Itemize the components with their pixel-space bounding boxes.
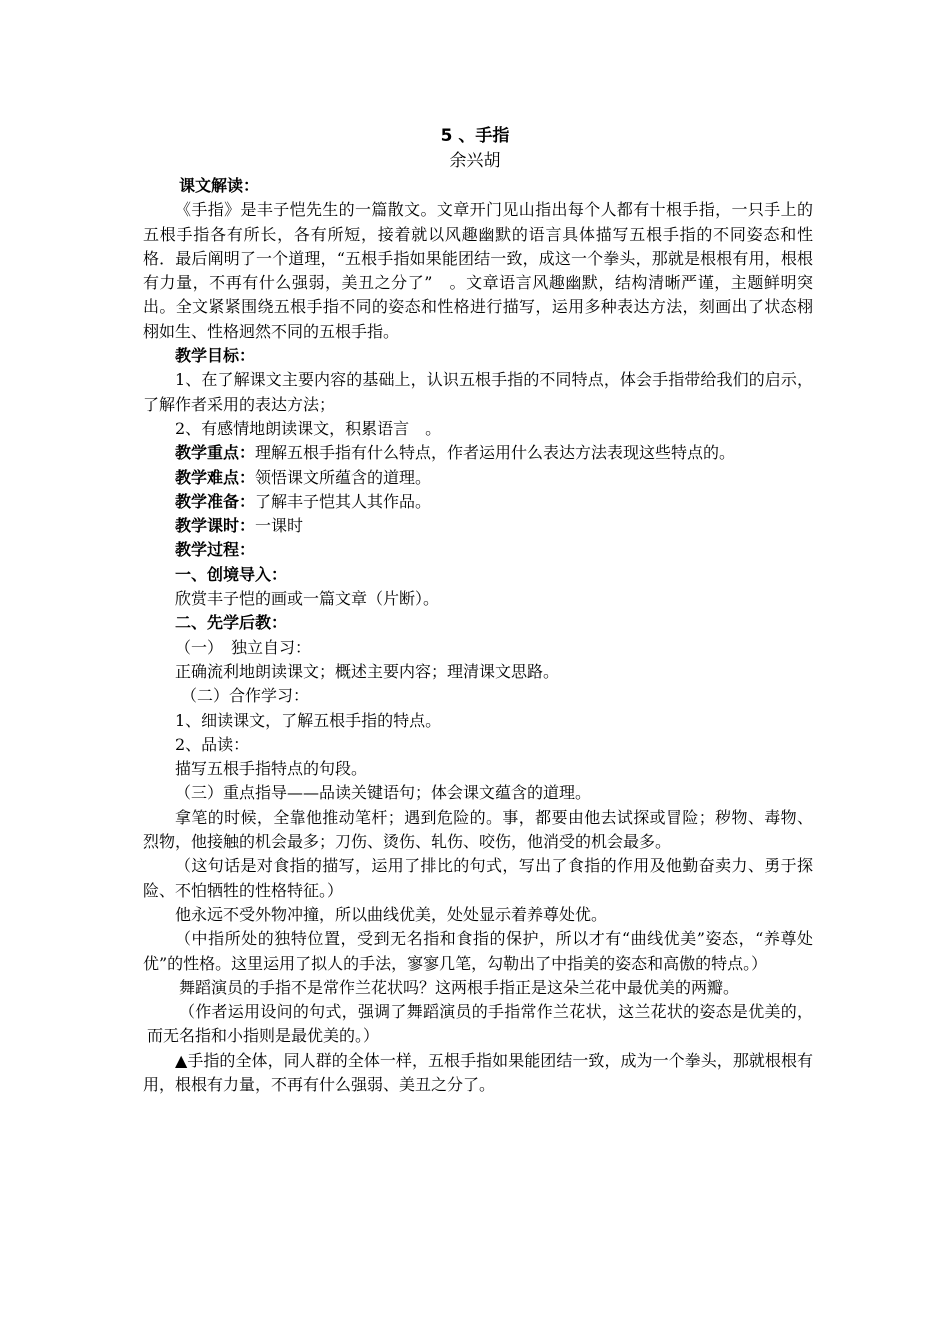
- document-body: [143, 174, 813, 1097]
- section-heading-mubiao: 教学目标：: [175, 346, 256, 366]
- difficulty-label: 教学难点：: [175, 467, 256, 487]
- quote-3: 舞蹈演员的手指不是常作兰花状吗？这两根手指正是这朵兰花中最优美的两瓣。: [179, 977, 740, 997]
- key-point: [143, 441, 813, 465]
- quote-4: ▲手指的全体，同人群的全体一样，五根手指如果能团结一致，成为一个拳头，那就根根有用，根根有力量，不再有什么强弱、美丑之分了。: [143, 1050, 813, 1094]
- step-2-heading: 二、先学后教：: [175, 613, 288, 633]
- substep-1-heading: （一） 独立自习：: [175, 637, 312, 657]
- substep-2-item-2: 2、品读：: [175, 734, 250, 754]
- section-heading-jiedu: 课文解读：: [179, 176, 260, 195]
- difficulty-text: 领悟课文所蕴含的道理。: [255, 467, 432, 487]
- preparation: [143, 490, 813, 514]
- key-point-text: 理解五根手指有什么特点，作者运用什么表达方法表现这些特点的。: [255, 443, 736, 463]
- preparation-label: 教学准备：: [175, 491, 256, 511]
- goal-item-2: 2、有感情地朗读课文，积累语言 。: [175, 418, 442, 438]
- quote-1: 拿笔的时候，全靠他推动笔杆；遇到危险的。事，都要由他去试探或冒险；秽物、毒物、烈物，他接触的机会最多；刀伤、烫伤、轧伤、咬伤，他消受的机会最多。: [143, 807, 813, 852]
- paragraph-jiedu: 《手指》是丰子恺先生的一篇散文。文章开门见山指出每个人都有十根手指，一只手上的五根手指各有所长，各有所短，接着就以风趣幽默的语言具体描写五根手指的不同姿态和性格．最后阐明了一个道理，“五根手指如果能团结一致，成这一个拳头，那就是根根有用，根根有力量，不再有什么强弱，美丑之分了” 。文章语言风趣幽默，结构清晰严谨，主题鲜明突出。全文紧紧围绕五根手指不同的姿态和性格进行描写，运用多种表达方法，刻画出了状态栩栩如生、性格迥然不同的五根手指。: [143, 200, 813, 341]
- difficulty: [143, 466, 813, 490]
- substep-2-heading: （二）合作学习：: [181, 686, 310, 706]
- step-1-heading: 一、创境导入：: [175, 564, 288, 584]
- section-heading-process: 教学过程：: [175, 540, 256, 560]
- substep-2-item-1: 1、细读课文，了解五根手指的特点。: [175, 710, 442, 730]
- analysis-1: （这句话是对食指的描写，运用了排比的句式，写出了食指的作用及他勤奋卖力、勇于探险、不怕牺牲的性格特征。）: [143, 856, 813, 900]
- step-1-text: 欣赏丰子恺的画或一篇文章（片断）。: [175, 589, 440, 609]
- quote-2: 他永远不受外物冲撞，所以曲线优美，处处显示着养尊处优。: [175, 904, 608, 924]
- analysis-3: （作者运用设问的句式，强调了舞蹈演员的手指常作兰花状，这兰花状的姿态是优美的，而无名指和小指则是最优美的。）: [147, 1002, 813, 1046]
- preparation-text: 了解丰子恺其人其作品。: [255, 491, 432, 511]
- key-point-label: 教学重点：: [175, 443, 256, 463]
- substep-1-text: 正确流利地朗读课文；概述主要内容；理清课文思路。: [175, 661, 560, 681]
- class-hours: [143, 514, 813, 538]
- class-hours-label: 教学课时：: [175, 516, 256, 536]
- class-hours-text: 一课时: [255, 516, 304, 536]
- goal-item-1: 1、在了解课文主要内容的基础上，认识五根手指的不同特点，体会手指带给我们的启示，了解作者采用的表达方法；: [143, 370, 813, 414]
- author-name: 余兴胡: [449, 151, 501, 171]
- substep-3-heading: （三）重点指导——品读关键语句；体会课文蕴含的道理。: [175, 783, 592, 803]
- lesson-title: 5 、手指: [440, 126, 510, 146]
- analysis-2: （中指所处的独特位置，受到无名指和食指的保护，所以才有“曲线优美”姿态，“养尊处优”的性格。这里运用了拟人的手法，寥寥几笔，勾勒出了中指美的姿态和高傲的特点。）: [143, 929, 813, 973]
- substep-2-item-2-text: 描写五根手指特点的句段。: [175, 759, 368, 779]
